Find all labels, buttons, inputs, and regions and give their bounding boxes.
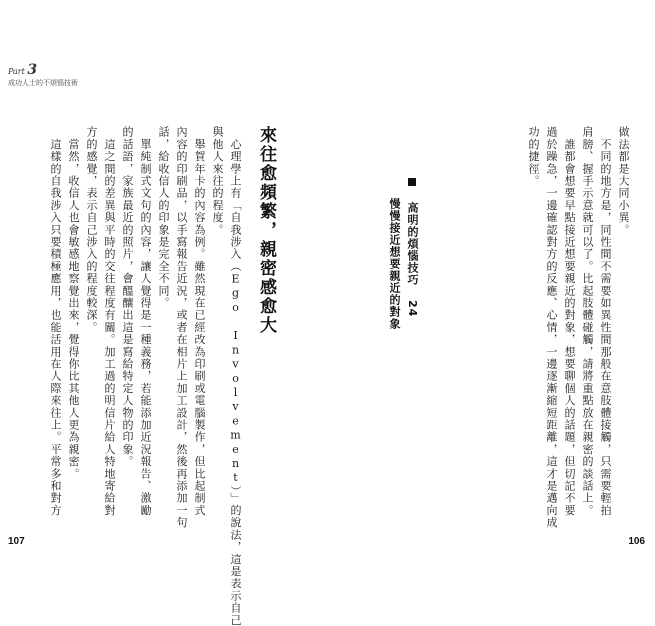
text-column: 不同的地方是，同性間不需要如異性間那般在意肢體接觸，只需要輕拍 [599,126,612,517]
text-column: 這樣的自我涉入只要積極應用，也能活用在人際來往上。平常多和對方 [49,126,62,517]
text-column: 內容的印刷品，以手寫報告近況，或者在相片上加工設計，然後再添加一句 [175,126,188,529]
text-column: 的話語，家族最近的照片，會醞釀出這是寫給特定人物的印象。 [121,126,134,468]
text-column: 話，給收信人的印象是完全不同。 [157,126,170,309]
text-column: 做法都是大同小異。 [617,126,630,236]
text-column: 肩膀、握手示意就可以了。比起肢體碰觸，請將重點放在親密的談話上。 [581,126,594,517]
tip-label-text: 高明的煩惱技巧 [406,202,419,286]
part-word: Part [8,67,25,76]
text-column: 舉賀年卡的內容為例。雖然現在已經改為印刷或電腦製作，但比起制式 [193,126,206,517]
part-label [8,62,37,78]
page-number-left: 107 [8,536,25,547]
text-column: 與他人來往的程度。 [211,126,224,236]
tip-number: 24 [406,300,419,318]
text-column: 這之間的差異與平時的交往程度有關。加工過的明信片給人特地寄給對 [103,126,116,517]
text-column: 誰都會想要早點接近想要親近的對象，想要聊個人的話題，但切記不要 [563,126,576,517]
book-subtitle: 成功人士的不煩惱技術 [8,79,78,87]
text-column: 單純制式文句的內容，讓人覺得是一種義務，若能添加近況報告、激勵 [139,126,152,517]
part-number: 3 [27,62,38,78]
text-column: 方的感覺，表示自己涉入的程度較深。 [85,126,98,334]
page-number-right: 106 [628,536,645,547]
text-column: 功的捷徑。 [527,126,540,187]
text-column: 過於躁急，一邊確認對方的反應、心情，一邊逐漸縮短距離，這才是邁向成 [545,126,558,529]
text-column: 心理學上有「自我涉入（Ego Involvement）」的說法，這是表示自己 [229,126,242,626]
text-column: 當然，收信人也會敏感地察覺出來，覺得你比其他人更為親密。 [67,126,80,480]
section-heading: 來往愈頻繁，親密感愈大 [256,126,276,335]
tip-title: 慢慢接近想要親近的對象 [388,198,401,330]
